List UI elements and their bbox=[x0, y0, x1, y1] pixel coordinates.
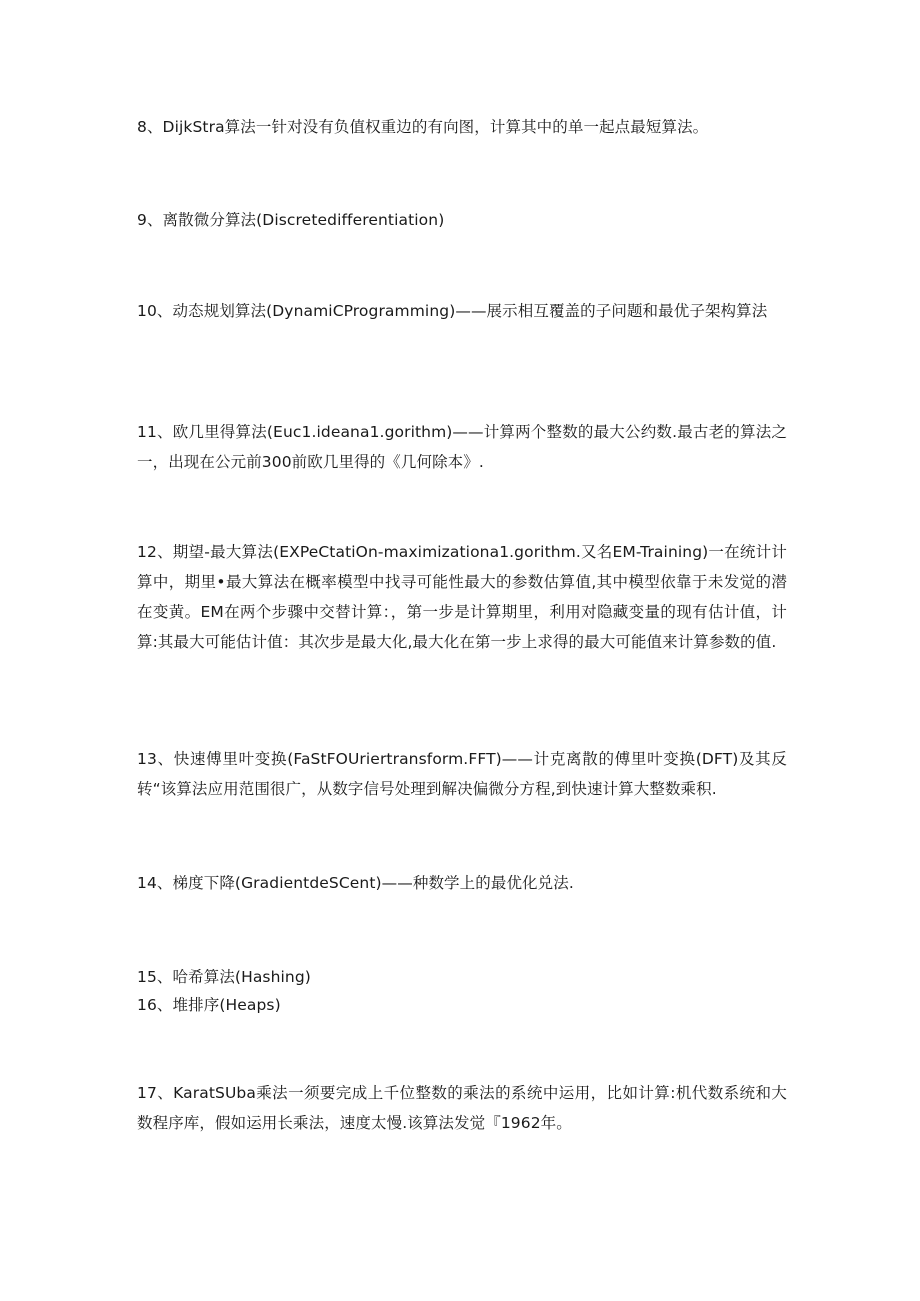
paragraph-euclidean-algorithm: 11、欧几里得算法(Euc1.ideana1.gorithm)——计算两个整数的最大公约数.最古老的算法之一，出现在公元前300前欧几里得的《几何除本》. bbox=[137, 423, 787, 471]
paragraph-fast-fourier-transform: 13、快速傅里叶变换(FaStFOUriertransform.FFT)——计克离散的傅里叶变换(DFT)及其反转“该算法应用范围很广，从数字信号处理到解决偏微分方程,到快速计算大整数乘积. bbox=[137, 750, 787, 798]
paragraph-karatsuba: 17、KaratSUba乘法一须要完成上千位整数的乘法的系统中运用，比如计算:机代数系统和大数程序库，假如运用长乘法，速度太慢.该算法发觉『1962年。 bbox=[137, 1084, 787, 1132]
paragraph-discrete-differentiation: 9、离散微分算法(Discretedifferentiation) bbox=[137, 211, 445, 229]
paragraph-hashing: 15、哈希算法(Hashing) bbox=[137, 968, 311, 986]
paragraph-dynamic-programming: 10、动态规划算法(DynamiCProgramming)——展示相互覆盖的子问题和最优子架构算法 bbox=[137, 302, 768, 320]
paragraph-dijkstra: 8、DijkStra算法一针对没有负值权重边的有向图，计算其中的单一起点最短算法。 bbox=[137, 118, 709, 136]
paragraph-heaps: 16、堆排序(Heaps) bbox=[137, 996, 281, 1014]
paragraph-gradient-descent: 14、梯度下降(GradientdeSCent)——种数学上的最优化兑法. bbox=[137, 874, 574, 892]
paragraph-expectation-maximization: 12、期望-最大算法(EXPeCtatiOn-maximizationa1.gorithm.又名EM-Training)一在统计计算中，期里•最大算法在概率模型中找寻可能性最大的参数估算值,其中模型依靠于未发觉的潜在变黄。EM在两个步骤中交替计算：，第一步是计算期里，利用对隐藏变量的现有估计值，计算:其最大可能估计值：其次步是最大化,最大化在第一步上求得的最大可能值来计算参数的值. bbox=[137, 543, 787, 651]
